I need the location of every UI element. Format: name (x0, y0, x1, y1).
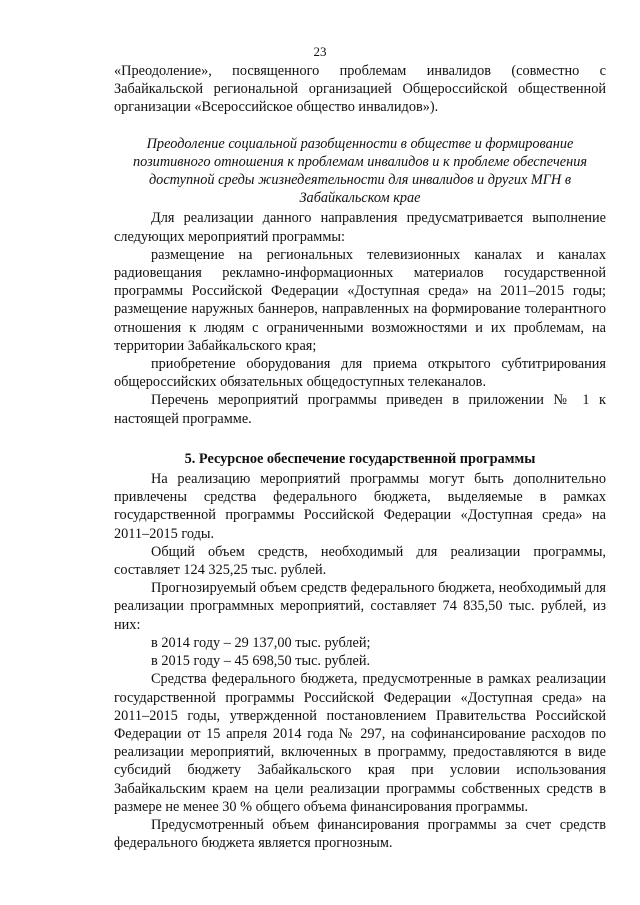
paragraph-a-1: Для реализации данного направления предусматривается выполнение следующих мероприятий программы: (114, 210, 606, 245)
paragraph-b-6: Средства федерального бюджета, предусмотренные в рамках реализации государственной программы Российской Федерации «Доступная среда» на 2011–2015 годы, утвержденной постановлением Правительства Российской Федерации от 15 апреля 2014 года № 297, на софинансирование расходов по реализации мероприятий, включенных в программу, предоставляются в виде субсидий бюджету Забайкальского края при условии использования Забайкальским краем на цели реализации программы собственных средств в размере не менее 30 % общего объема финансирования программы. (114, 671, 606, 815)
paragraph-b-5: в 2015 году – 45 698,50 тыс. рублей. (151, 653, 371, 670)
paragraph-a-2: размещение на региональных телевизионных каналах и каналах радиовещания рекламно-информационных материалов государственной программы Российской Федерации «Доступная среда» на 2011–2015 годы; размещение наружных баннеров, направленных на формирование толерантного отношения к людям с ограниченными возможностями и их проблемам, на территории Забайкальского края; (114, 246, 606, 354)
paragraph-a-3: приобретение оборудования для приема открытого субтитрирования общероссийских обязательных общедоступных телеканалов. (114, 356, 606, 391)
page-number: 23 (313, 44, 327, 59)
paragraph-b-4: в 2014 году – 29 137,00 тыс. рублей; (151, 634, 371, 651)
intro-paragraph: «Преодоление», посвященного проблемам инвалидов (совместно с Забайкальской региональной организацией Общероссийской общественной организации «Всероссийское общество инвалидов»). (114, 63, 606, 116)
paragraph-b-7: Предусмотренный объем финансирования программы за счет средств федерального бюджета является прогнозным. (114, 816, 606, 852)
document-page (114, 40, 606, 852)
paragraph-b-3: Прогнозируемый объем средств федерального бюджета, необходимый для реализации программных мероприятий, составляет 74 835,50 тыс. рублей, из них: (114, 580, 606, 633)
section-title-italic: Преодоление социальной разобщенности в обществе и формирование позитивного отношения к проблемам инвалидов и к проблеме обеспечения доступной среды жизнедеятельности для инвалидов и других МГН в Забайкальском крае (132, 135, 588, 207)
section-heading-5: 5. Ресурсное обеспечение государственной программы (184, 450, 536, 467)
paragraph-b-1: На реализацию мероприятий программы могут быть дополнительно привлечены средства федерального бюджета, выделяемые в рамках государственной программы Российской Федерации «Доступная среда» на 2011–2015 годы. (114, 471, 606, 542)
paragraph-b-2: Общий объем средств, необходимый для реализации программы, составляет 124 325,25 тыс. рублей. (114, 543, 606, 579)
paragraph-a-4: Перечень мероприятий программы приведен в приложении № 1 к настоящей программе. (114, 392, 606, 427)
